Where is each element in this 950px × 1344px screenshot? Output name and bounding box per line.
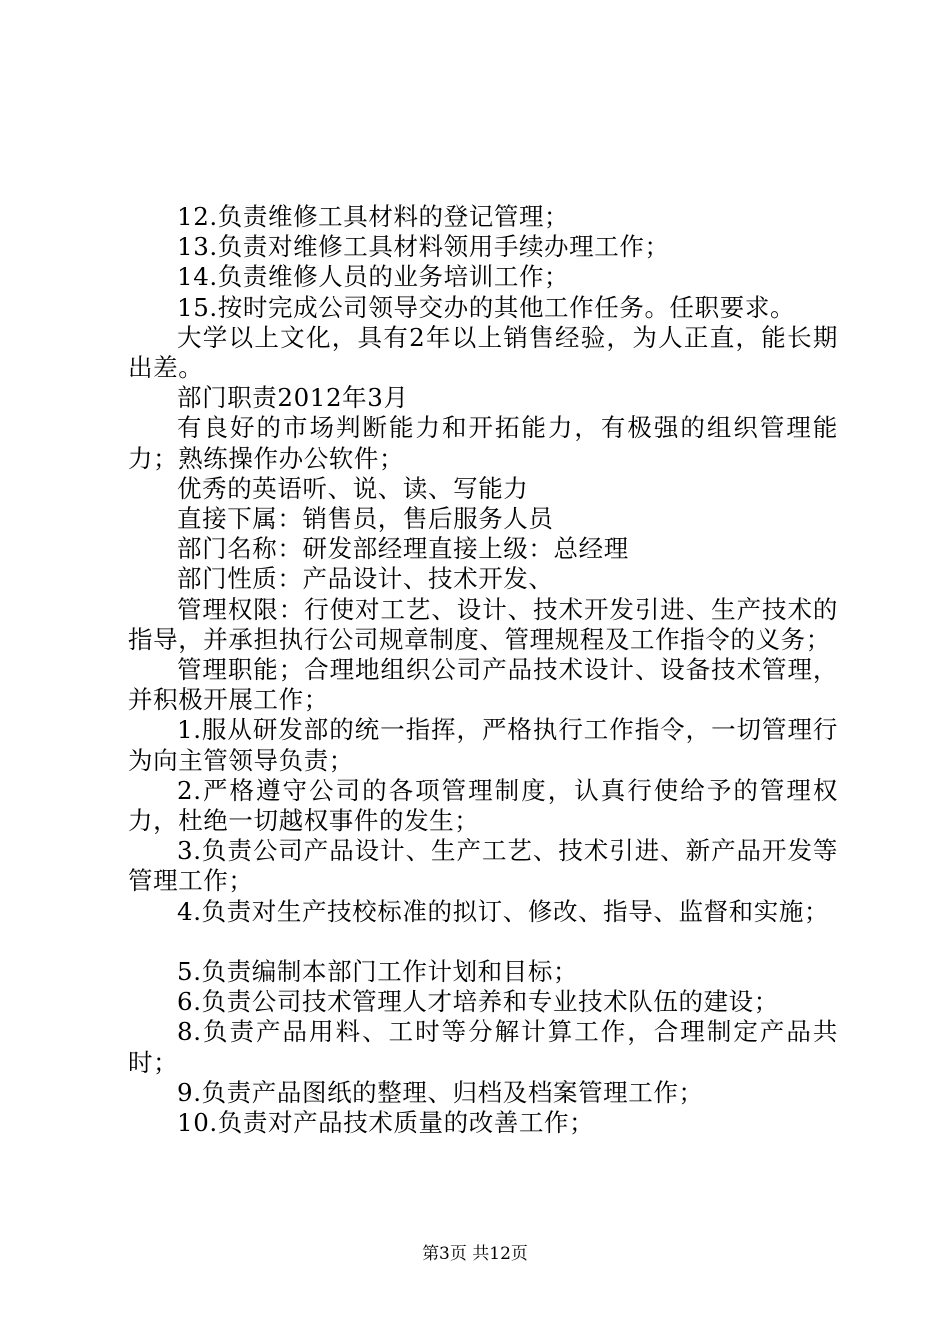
paragraph: 1.服从研发部的统一指挥，严格执行工作指令，一切管理行为向主管领导负责； bbox=[128, 715, 838, 775]
paragraph: 管理职能；合理地组织公司产品技术设计、设备技术管理，并积极开展工作； bbox=[128, 655, 838, 715]
paragraph: 部门性质：产品设计、技术开发、 bbox=[177, 564, 554, 594]
paragraph: 5.负责编制本部门工作计划和目标； bbox=[177, 957, 579, 987]
paragraph: 2.严格遵守公司的各项管理制度，认真行使给予的管理权力，杜绝一切越权事件的发生； bbox=[128, 775, 838, 836]
paragraph: 9.负责产品图纸的整理、归档及档案管理工作； bbox=[177, 1077, 704, 1107]
paragraph: 部门名称：研发部经理直接上级：总经理 bbox=[177, 534, 629, 564]
paragraph: 直接下属：销售员，售后服务人员 bbox=[177, 504, 554, 534]
paragraph: 10.负责对产品技术质量的改善工作； bbox=[177, 1108, 595, 1138]
paragraph: 3.负责公司产品设计、生产工艺、技术引进、新产品开发等管理工作； bbox=[128, 836, 838, 896]
paragraph: 有良好的市场判断能力和开拓能力，有极强的组织管理能力；熟练操作办公软件； bbox=[128, 413, 838, 473]
document-body bbox=[128, 202, 838, 1138]
paragraph: 6.负责公司技术管理人才培养和专业技术队伍的建设； bbox=[177, 987, 779, 1017]
paragraph: 8.负责产品用料、工时等分解计算工作，合理制定产品共时； bbox=[128, 1017, 838, 1077]
paragraph: 14.负责维修人员的业务培训工作； bbox=[177, 262, 570, 292]
paragraph: 管理权限：行使对工艺、设计、技术开发引进、生产技术的指导，并承担执行公司规章制度、管理规程及工作指令的义务； bbox=[128, 594, 838, 654]
paragraph: 4.负责对生产技校标准的拟订、修改、指导、监督和实施； bbox=[177, 896, 830, 926]
paragraph: 13.负责对维修工具材料领用手续办理工作； bbox=[177, 232, 670, 262]
paragraph: 15.按时完成公司领导交办的其他工作任务。任职要求。 bbox=[177, 292, 796, 322]
page-number-label: 第3页 共12页 bbox=[422, 1244, 528, 1264]
paragraph: 优秀的英语听、说、读、写能力 bbox=[177, 473, 529, 503]
page-footer bbox=[0, 1243, 950, 1265]
paragraph: 部门职责2012年3月 bbox=[177, 383, 409, 413]
paragraph: 大学以上文化，具有2年以上销售经验，为人正直，能长期出差。 bbox=[128, 322, 838, 383]
paragraph: 12.负责维修工具材料的登记管理； bbox=[177, 202, 570, 231]
